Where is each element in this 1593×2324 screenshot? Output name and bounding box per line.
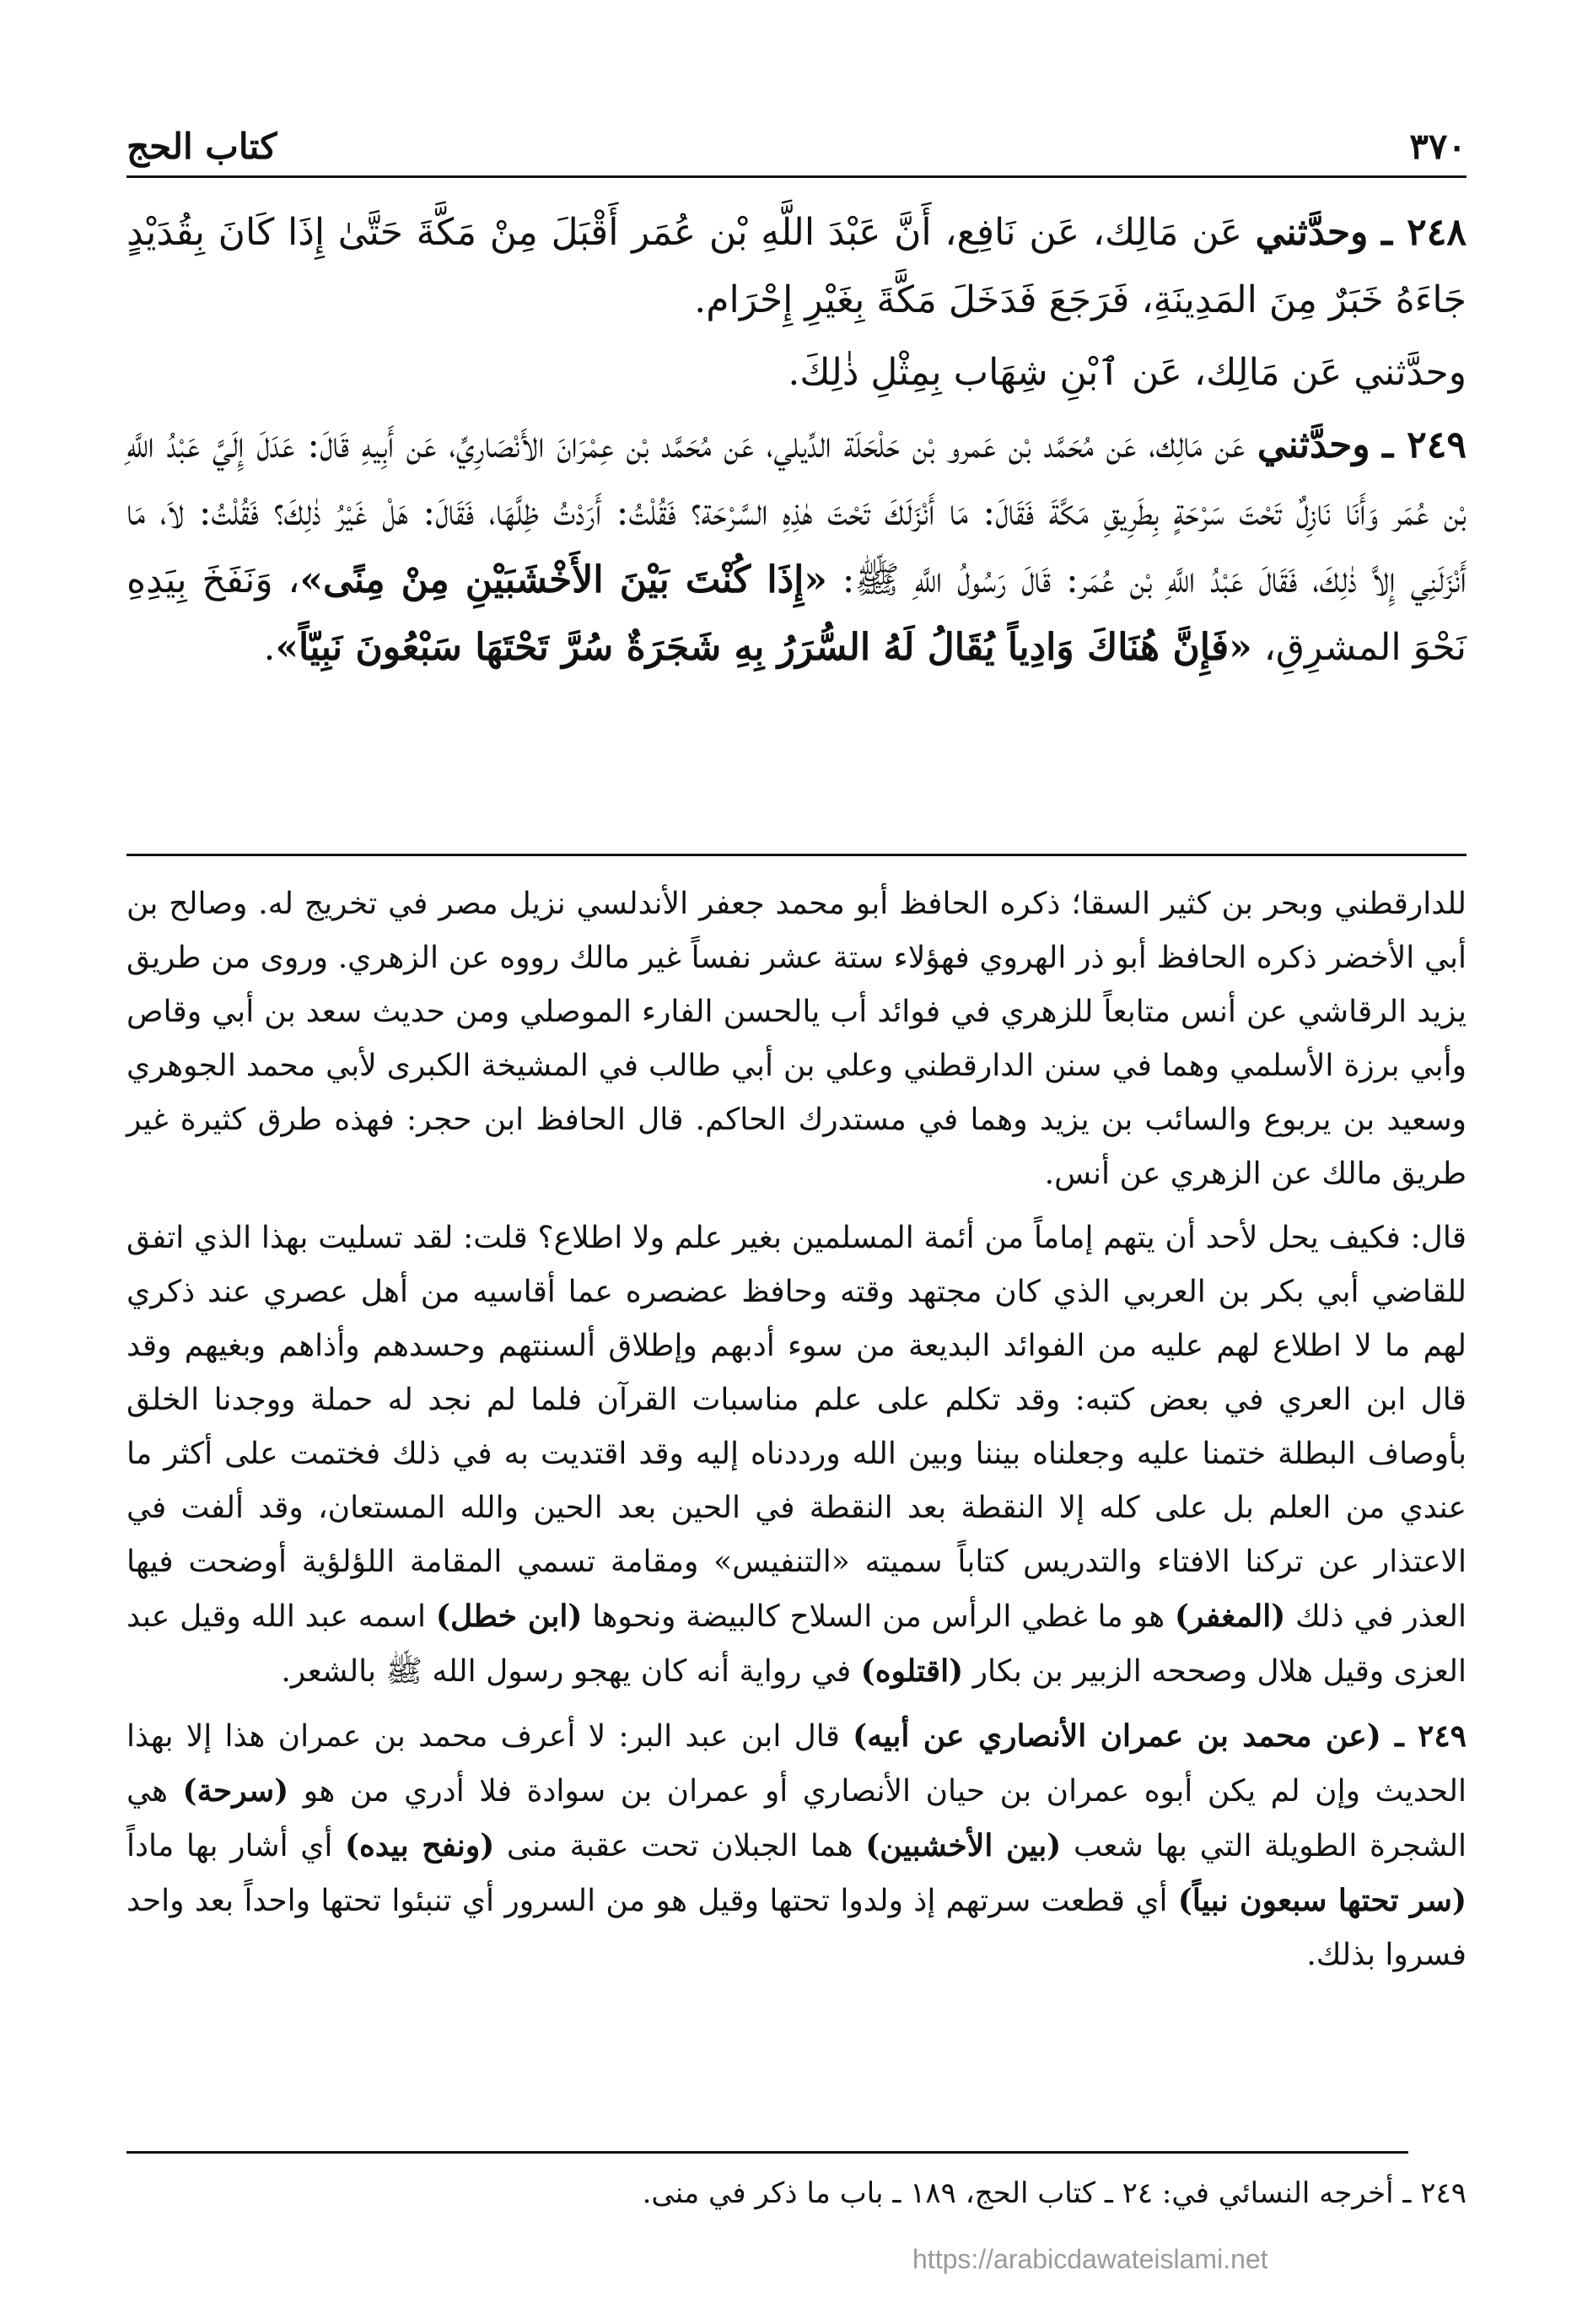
hadith-text	[126, 199, 1467, 687]
commentary-text: هي الشجرة الطويلة التي بها شعب	[126, 1774, 1467, 1863]
footnote: ٢٤٩ ـ أخرجه النسائي في: ٢٤ ـ كتاب الحج، ١٨٩ ـ باب ما ذكر في منى.	[642, 2176, 1467, 2210]
section-divider	[126, 854, 1467, 856]
hadith-keyword: وحدَّثني	[1255, 211, 1369, 254]
commentary-term: (المغفر)	[1174, 1599, 1286, 1634]
commentary-term: (بين الأخشبين)	[865, 1828, 1062, 1863]
commentary-term: (ابن خطل)	[435, 1599, 583, 1634]
page-number: ٣٧٠	[1409, 126, 1467, 167]
hadith-keyword: وحدَّثني	[1257, 423, 1370, 466]
commentary-term: (اقتلوه)	[860, 1653, 964, 1689]
footnote-divider	[126, 2151, 1408, 2154]
commentary-text: أي أشار بها ماداً	[126, 1829, 345, 1863]
commentary-term: (ونفح بيده)	[344, 1828, 495, 1863]
commentary-term: (سر تحتها سبعون نبياً)	[1177, 1883, 1467, 1918]
commentary-text: هما الجبلان تحت عقبة منى	[494, 1829, 866, 1863]
commentary-text: أي قطعت سرتهم إذ ولدوا تحتها وقيل هو من السرور أي تنبئوا تحتها واحداً بعد واحد فسروا بذلك.	[126, 1884, 1467, 1972]
prophetic-quote: «إِذَا كُنْتَ بَيْنَ الأَخْشَبَيْنِ مِنْ مِنًى»	[299, 558, 827, 601]
hadith-body-middle: ، وَنَفَخَ بِيَدِهِ نَحْوَ المشرِقِ،	[126, 558, 1467, 669]
book-title: كتاب الحج	[126, 126, 277, 167]
commentary-paragraph	[126, 1709, 1467, 1982]
hadith-body: عَن مَالِك، عَن مُحَمَّد بْن عَمرو بْن حَلْحَلَة الدِّيلي، عَن مُحَمَّد بْن عِمْرَانَ الأَنْصَارِيِّ، عَن أَبِيهِ قَالَ: عَدَلَ إِلَيَّ عَبْدُ اللَّهِ بْن عُمَر وَأَنَا نَازِلٌ تَحْتَ سَرْحَةٍ بِطَرِيقِ مَكَّةَ فَقَالَ: مَا أَنْزَلَكَ تَحْتَ هٰذِهِ السَّرْحَة؟ فَقُلْتُ: أَرَدْتُ ظِلَّهَا، فَقَالَ: هَلْ غَيْرُ ذٰلِكَ؟ فَقُلْتُ: لاَ، مَا أَنْزَلَنِي إِلاَّ ذٰلِكَ، فَقَالَ عَبْدُ اللَّهِ بْن عُمَر: قَالَ رَسُولُ اللَّهِ ﷺ:	[126, 423, 1467, 601]
commentary	[126, 877, 1467, 1992]
hadith-body: عَن مَالِك، عَن نَافِع، أَنَّ عَبْدَ اللَّهِ بْن عُمَر أَقْبَلَ مِنْ مَكَّةَ حَتَّىٰ إِذَا كَانَ بِقُدَيْدٍ جَاءَهُ خَبَرٌ مِنَ المَدِينَةِ، فَرَجَعَ فَدَخَلَ مَكَّةَ بِغَيْرِ إِحْرَام.	[126, 211, 1467, 321]
hadith-249	[126, 412, 1467, 682]
hadith-248	[126, 199, 1467, 334]
watermark: https://arabicdawateislami.net	[912, 2244, 1268, 2274]
hadith-number: ٢٤٩ ـ	[1382, 423, 1467, 466]
commentary-term: (سرحة)	[182, 1773, 289, 1809]
hadith-number: ٢٤٨ ـ	[1381, 211, 1467, 254]
commentary-text: اسمه عبد الله وقيل عبد العزى وقيل هلال وصححه الزبير بن بكار	[126, 1599, 1467, 1689]
commentary-heading: ٢٤٩ ـ (عن محمد بن عمران الأنصاري عن أبيه)	[853, 1718, 1467, 1754]
commentary-paragraph	[126, 1211, 1467, 1699]
commentary-text: هو ما غطي الرأس من السلاح كالبيضة ونحوها	[582, 1599, 1175, 1634]
commentary-text: قال: فكيف يحل لأحد أن يتهم إماماً من أئمة المسلمين بغير علم ولا اطلاع؟ قلت: لقد تسليت بهذا الذي اتفق للقاضي أبي بكر بن العربي الذي كان مجتهد وقته وحافظ عضصره عما أقاسيه من أهل عصري عند ذكري لهم ما لا اطلاع لهم عليه من الفوائد البديعة من سوء أدبهم وإطلاق ألسنتهم وحسدهم وأذاهم وبغيهم وقد قال ابن العري في بعض كتبه: وقد تكلم على علم مناسبات القرآن فلما لم نجد له حملة ووجدنا الخلق بأوصاف البطلة ختمنا عليه وجعلناه بيننا وبين الله ورددناه إليه وقد اقتديت به في ذلك فختمت على أكثر ما عندي من العلم بل على كله إلا النقطة بعد النقطة في الحين بعد الحين والله المستعان، وقد ألفت في الاعتذار عن تركنا الافتاء والتدريس كتاباً سميته «التنفيس» ومقامة تسمي المقامة اللؤلؤية أوضحت فيها العذر في ذلك	[126, 1221, 1467, 1634]
commentary-text: في رواية أنه كان يهجو رسول الله ﷺ بالشعر.	[281, 1654, 861, 1689]
page-header	[126, 108, 1467, 178]
hadith-end: .	[263, 626, 276, 669]
commentary-text: قال ابن عبد البر: لا أعرف محمد بن عمران هذا إلا بهذا الحديث وإن لم يكن أبوه عمران بن حيان الأنصاري أو عمران بن سوادة فلا أدري من هو	[126, 1719, 1467, 1809]
commentary-paragraph: للدارقطني وبحر بن كثير السقا؛ ذكره الحافظ أبو محمد جعفر الأندلسي نزيل مصر في تخريج له. وصالح بن أبي الأخضر ذكره الحافظ أبو ذر الهروي فهؤلاء ستة عشر نفساً غير مالك رووه عن الزهري. وروى من طريق يزيد الرقاشي عن أنس متابعاً للزهري في فوائد أب يالحسن الفارء الموصلي ومن حديث سعد بن أبي وقاص وأبي برزة الأسلمي وهما في سنن الدارقطني وعلي بن أبي طالب في المشيخة الكبرى لأبي محمد الجوهري وسعيد بن يربوع والسائب بن يزيد وهما في مستدرك الحاكم. قال الحافظ ابن حجر: فهذه طرق كثيرة غير طريق مالك عن الزهري عن أنس.	[126, 887, 1467, 1191]
prophetic-quote: «فَإِنَّ هُنَاكَ وَادِياً يُقَالُ لَهُ السُّرَرُ بِهِ شَجَرَةٌ سُرَّ تَحْتَهَا سَبْعُونَ نَبِيّاً»	[275, 626, 1252, 669]
hadith-248-continuation: وحدَّثني عَن مَالِك، عَن ٱبْنِ شِهَاب بِمِثْلِ ذٰلِكَ.	[788, 351, 1467, 394]
